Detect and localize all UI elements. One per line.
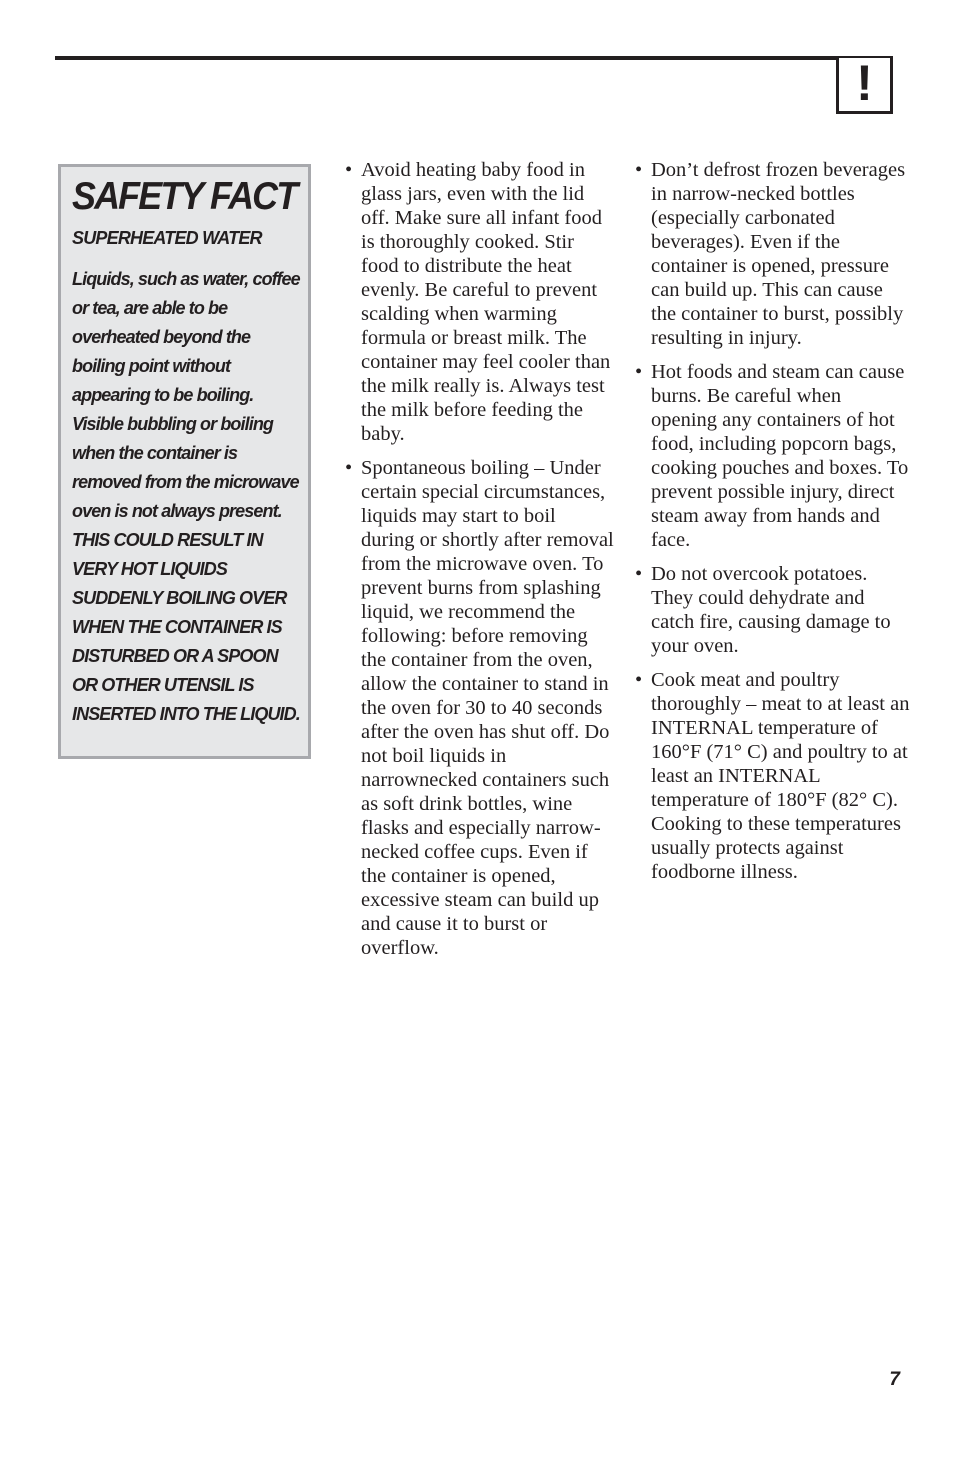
- warning-box: [836, 54, 893, 114]
- exclamation-icon: !: [856, 54, 873, 111]
- bullet-item: • Hot foods and steam can cause burns. Be careful when opening any containers of hot food, including popcorn bags, cooking pouches and boxes. To prevent possible injury, direct steam away from hands and face.: [634, 360, 912, 552]
- top-rule: [55, 56, 893, 60]
- page-number: 7: [889, 1369, 900, 1390]
- middle-column: [344, 158, 614, 970]
- right-column: [634, 158, 912, 894]
- right-bullet-list: [634, 158, 912, 884]
- bullet-item: • Avoid heating baby food in glass jars, even with the lid off. Make sure all infant food is thoroughly cooked. Stir food to distribute the heat evenly. Be careful to prevent scalding when warming formula or breast milk. The container may feel cooler than the milk really is. Always test the milk before feeding the baby.: [344, 158, 614, 446]
- middle-bullet-list: [344, 158, 614, 960]
- bullet-item: • Don’t defrost frozen beverages in narrow-necked bottles (especially carbonated beverages). Even if the container is opened, pressure can build up. This can cause the container to burst, possibly resulting in injury.: [634, 158, 912, 350]
- bullet-item: • Do not overcook potatoes. They could dehydrate and catch fire, causing damage to your oven.: [634, 562, 912, 658]
- safety-fact-body: Liquids, such as water, coffee or tea, are able to be overheated beyond the boiling point without appearing to be boiling. Visible bubbling or boiling when the container is removed from the microwave oven is not always present. THIS COULD RESULT IN VERY HOT LIQUIDS SUDDENLY BOILING OVER WHEN THE CONTAINER IS DISTURBED OR A SPOON OR OTHER UTENSIL IS INSERTED INTO THE LIQUID.: [72, 269, 300, 724]
- safety-fact-box: [58, 164, 311, 759]
- bullet-item: • Spontaneous boiling – Under certain special circumstances, liquids may start to boil during or shortly after removal from the microwave oven. To prevent burns from splashing liquid, we recommend the following: before removing the container from the oven, allow the container to stand in the oven for 30 to 40 seconds after the oven has shut off. Do not boil liquids in narrownecked containers such as soft drink bottles, wine flasks and especially narrow-necked coffee cups. Even if the container is opened, excessive steam can build up and cause it to burst or overflow.: [344, 456, 614, 960]
- bullet-item: • Cook meat and poultry thoroughly – meat to at least an INTERNAL temperature of 160°F (71° C) and poultry to at least an INTERNAL temperature of 180°F (82° C). Cooking to these temperatures usually protects against foodborne illness.: [634, 668, 912, 884]
- safety-fact-title: SAFETY FACT: [72, 175, 297, 218]
- safety-fact-subtitle: SUPERHEATED WATER: [72, 228, 262, 248]
